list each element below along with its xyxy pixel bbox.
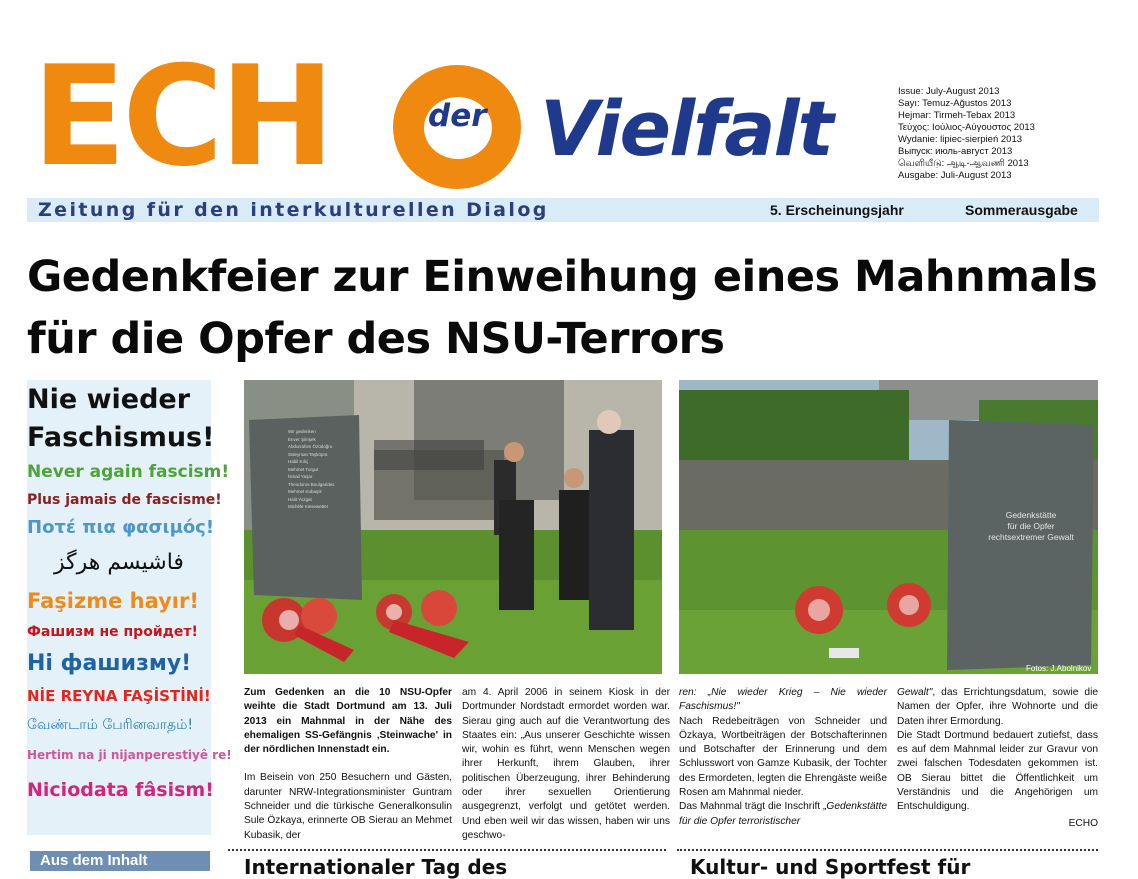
ceremony-photo-left — [244, 380, 662, 674]
section-divider — [677, 849, 1098, 851]
article-column-4 — [897, 686, 1098, 831]
next-article-heading: Internationaler Tag des — [244, 855, 508, 879]
plaque-line: Mehmet Kubaşık — [288, 489, 322, 494]
memorial-photo-right — [679, 380, 1098, 674]
article-text: Das Mahnmal trägt die Inschrift „ — [679, 801, 827, 813]
slogan-item: Ні фашизму! — [27, 651, 192, 676]
plaque-line: Abdurrahim Özüdoğru — [288, 444, 333, 449]
slogan-item: Ποτέ πια φασιμός! — [27, 517, 215, 538]
issue-line: Выпуск: июль-август 2013 — [898, 146, 1013, 157]
plaque-line: Halit Yozgat — [288, 496, 312, 502]
logo-echo: ECH — [32, 36, 332, 197]
issue-line: Issue: July-August 2013 — [898, 86, 1000, 97]
newspaper-subtitle: Zeitung für den interkulturellen Dialog — [38, 199, 549, 221]
plaque-line: rechtsextremer Gewalt — [988, 532, 1074, 542]
issue-line: வெளியீடு: ஆடி-ஆவணி 2013 — [898, 158, 1029, 169]
issue-info — [898, 86, 1035, 182]
slogan-item: Plus jamais de fascisme! — [27, 492, 222, 508]
article-column-1 — [244, 686, 452, 843]
plaque-line: Süleyman Taşköprü — [288, 451, 328, 457]
edition-label: Sommerausgabe — [965, 202, 1078, 218]
slogan-item: فاشیسم هرگز — [54, 550, 184, 575]
plaque-line: Habil Kılıç — [288, 459, 309, 464]
plaque-line: İsmail Yaşar — [288, 474, 313, 479]
slogan-item: வேண்டாம் பேரினவாதம்! — [27, 717, 194, 733]
plaque-line: Gedenkstätte — [1005, 510, 1057, 520]
issue-line: Hejmar: Tirmeh-Tebax 2013 — [898, 110, 1016, 121]
article-paragraph: Die Stadt Dortmund bedauert zutiefst, dass es auf dem Mahnmal leider zur Gravur von zwei falschen Todesdaten gekommen ist. OB Sierau bittet die Öffentlichkeit um Verständnis und die Angehörigen um Entschuldigung. — [897, 729, 1098, 813]
article-paragraph — [679, 800, 887, 829]
issue-line: Wydanie: lipiec-sierpień 2013 — [898, 134, 1023, 145]
article-quote: ren: „Nie wieder Krieg – Nie wieder Faschismus!" — [679, 687, 887, 713]
article-paragraph: Im Beisein von 250 Besuchern und Gästen, darunter NRW-Integrationsminister Guntram Schneider und die türkische Generalkonsulin Sule Özkaya, erinnerte OB Sierau an Mehmet Kubasik, der — [244, 772, 452, 841]
article-column-2 — [462, 686, 670, 843]
logo-vielfalt: Vielfalt — [540, 84, 832, 173]
section-divider — [228, 849, 666, 851]
plaque-names — [288, 428, 358, 511]
issue-line: Ausgabe: Juli-August 2013 — [898, 170, 1012, 181]
plaque-line: Wir gedenken — [288, 429, 316, 434]
slogan-item: Niciodata fâsism! — [27, 779, 214, 801]
article-signature: ECHO — [1068, 817, 1098, 829]
slogan-item: Faşizme hayır! — [27, 589, 199, 613]
article-text: , das Errichtungsdatum, sowie die Namen der Opfer, ihre Wohnorte und die Daten ihrer Ermordung. — [897, 687, 1098, 727]
issue-line: Τεύχος: Ιούλιος-Αύγουστος 2013 — [898, 122, 1035, 133]
slogan-item: Never again fascism! — [27, 462, 230, 482]
publication-year: 5. Erscheinungsjahr — [770, 202, 904, 218]
article-paragraph — [897, 686, 1098, 729]
photo-credit: Fotos: J.Abolnikov — [1026, 664, 1092, 673]
slogan-list — [27, 380, 232, 810]
slogan-item: NİE REYNA FAŞİSTİNİ! — [27, 687, 211, 705]
plaque-line: für die Opfer — [1007, 521, 1055, 531]
article-column-3 — [679, 686, 887, 829]
article-paragraph: am 4. April 2006 in seinem Kiosk in der Dortmunder Nordstadt ermordet worden war. Sierau ging auch auf die Verantwortung des Staates ein: „Aus unserer Geschichte wissen wir, wohin es führt, wenn Menschen wegen ihrer Herkunft, ihrem Glauben, ihrer politischen Überzeugung, ihrer Behinderung oder ihrer sexuellen Orientierung ausgegrenzt, verfolgt und getötet werden. Und eben weil wir das wissen, haben wir uns geschwo- — [462, 687, 670, 841]
slogan-item: Фашизм не пройдет! — [27, 624, 198, 640]
issue-line: Sayı: Temuz-Ağustos 2013 — [898, 98, 1012, 109]
plaque-line: Mehmet Turgut — [288, 466, 319, 472]
article-paragraph: Nach Redebeiträgen von Schneider und Özkaya, Wortbeiträgen der Botschafterinnen und Botschafter der Erinnerung und dem Schlusswort von Gamze Kubasik, der Tochter des Ermordeten, legten die Ehrengäste weiße Rosen am Mahnmal nieder. — [679, 715, 887, 799]
slogan-item: Faschismus! — [27, 422, 215, 453]
plaque-line: Enver Şimşek — [288, 436, 316, 442]
next-article-heading: Kultur- und Sportfest für — [690, 855, 971, 879]
slogan-item: Nie wieder — [27, 384, 191, 415]
article-lead: Zum Gedenken an die 10 NSU-Opfer weihte die Stadt Dortmund am 13. Juli 2013 ein Mahnmal in der Nähe des ehemaligen SS-Gefängnis ‚Steinwache' in der nördlichen Innenstadt ein. — [244, 687, 452, 756]
logo-der: der — [428, 98, 487, 134]
plaque-inscription — [971, 510, 1091, 543]
main-headline: Gedenkfeier zur Einweihung eines Mahnmals für die Opfer des NSU-Terrors — [27, 252, 1098, 364]
article-inscription-end: Gewalt" — [897, 687, 933, 698]
slogan-item: Hertim na ji nijanperestiyê re! — [27, 748, 232, 762]
article-inscription: Gedenkstätte für die Opfer terroristischer — [679, 801, 887, 827]
contents-heading: Aus dem Inhalt — [30, 851, 210, 871]
plaque-line: Michèle Kiesewetter — [288, 504, 329, 509]
plaque-line: Theodoros Boulgarides — [288, 481, 335, 487]
